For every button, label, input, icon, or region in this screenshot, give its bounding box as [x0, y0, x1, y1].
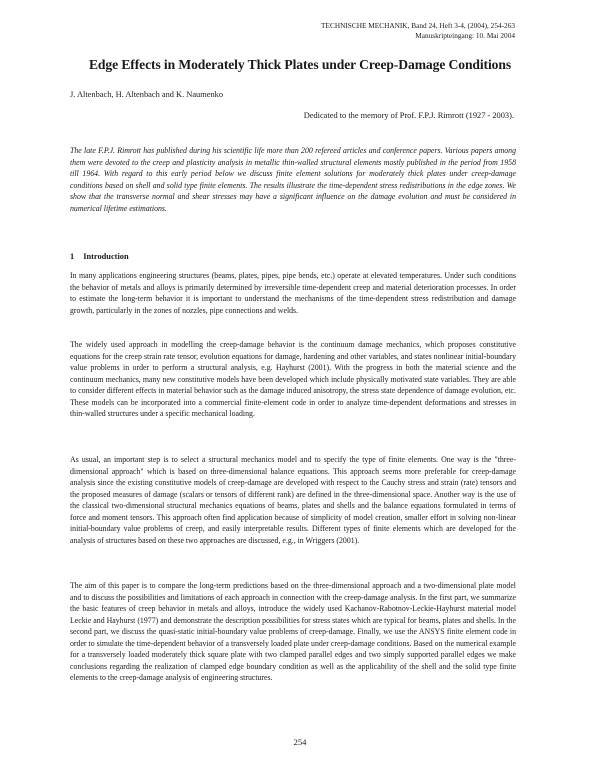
section-number: 1	[70, 252, 75, 261]
journal-citation: TECHNISCHE MECHANIK, Band 24, Heft 3-4, (2004), 254-263	[321, 21, 515, 30]
body-paragraph: As usual, an important step is to select a structural mechanics model and to specify the type of finite elements. One way is the "three-dimensional approach" which is based on three-dimensional balance equations. This approach seems more preferable for creep-damage analysis since the existing constitutive models of creep-damage are developed with respect to the Cauchy stress and strain (rate) tensors and the proposed measures of damage (scalars or tensors of different rank) are defined in the three-dimensional space. Another way is the use of the classical two-dimensional structural mechanics equations of beams, plates and shells and the balance equations formulated in terms of force and moment tensors. This approach often find application because of simplicity of model creation, smaller effort in solving non-linear initial-boundary value problems of creep, and easily interpretable results. Different types of finite elements which are developed for the analysis of structures based on these two approaches are discussed, e.g., in Wriggers (2001).	[70, 455, 516, 545]
section-title: Introduction	[83, 252, 129, 261]
body-paragraph: The widely used approach in modelling the creep-damage behavior is the continuum damage mechanics, which proposes constitutive equations for the creep strain rate tensor, evolution equations for damage, hardening and other variables, and states nonlinear initial-boundary value problems in order to perform a structural analysis, e.g. Hayhurst (2001). With the progress in both the material science and the continuum mechanics, many new constitutive models have been developed which include physically motivated state variables. They are able to consider different effects in material behavior such as the damage induced anisotropy, the stress state dependence of damage evolution, etc. These models can be incorporated into a commercial finite-element code in order to analyze time-dependent deformations and stresses in thin-walled structures under a specific mechanical loading.	[70, 340, 516, 418]
body-paragraph: The aim of this paper is to compare the long-term predictions based on the three-dimensional approach and a two-dimensional plate model and to discuss the possibilities and limitations of each approach in connection with the creep-damage analysis. In the first part, we summarize the basic features of creep behavior in metals and alloys, introduce the widely used Kachanov-Rabotnov-Leckie-Hayhurst material model Leckie and Hayhurst (1977) and demonstrate the description possibilities for stress states which are typical for beams, plates and shells. In the second part, we discuss the quasi-static initial-boundary value problems of creep-damage. Finally, we use the ANSYS finite element code in order to simulate the time-dependent behavior of a transversely loaded plate under creep-damage conditions. Based on the numerical example for a transversely loaded moderately thick square plate with two clamped parallel edges and two simply supported parallel edges we make conclusions regarding the realization of clamped edge boundary condition as well as the applicability of the shell and the solid type finite elements to the creep-damage analysis of engineering structures.	[70, 581, 516, 682]
section-heading	[70, 252, 129, 261]
journal-header	[321, 21, 515, 40]
authors: J. Altenbach, H. Altenbach and K. Naumenko	[70, 90, 224, 99]
paper-title: Edge Effects in Moderately Thick Plates under Creep-Damage Conditions	[88, 57, 512, 72]
body-paragraph: In many applications engineering structures (beams, plates, pipes, pipe bends, etc.) operate at elevated temperatures. Under such conditions the behavior of metals and alloys is primarily determined by irreversible time-dependent creep and material deterioration processes. In order to estimate the long-term behavior it is important to understand the mechanisms of the time-dependent stress redistribution and damage growth, particularly in the zones of nozzles, pipe connections and welds.	[70, 271, 516, 315]
page-number: 254	[293, 737, 307, 747]
dedication: Dedicated to the memory of Prof. F.P.J. Rimrott (1927 - 2003).	[303, 111, 514, 120]
manuscript-received: Manuskripteingang: 10. Mai 2004	[415, 30, 515, 40]
abstract: The late F.P.J. Rimrott has published during his scientific life more than 200 refereed articles and conference papers. Various papers among them were devoted to the creep and plasticity analysis in metallic thin-walled structural elements mostly published in the period from 1958 till 1964. With regard to this early period below we discuss finite element solutions for moderately thick plates under creep-damage conditions based on shell and solid type finite elements. The results illustrate the time-dependent stress redistributions in the edge zones. We show that the transverse normal and shear stresses may have a significant influence on the damage evolution and must be considered in numerical lifetime estimations.	[70, 146, 516, 213]
